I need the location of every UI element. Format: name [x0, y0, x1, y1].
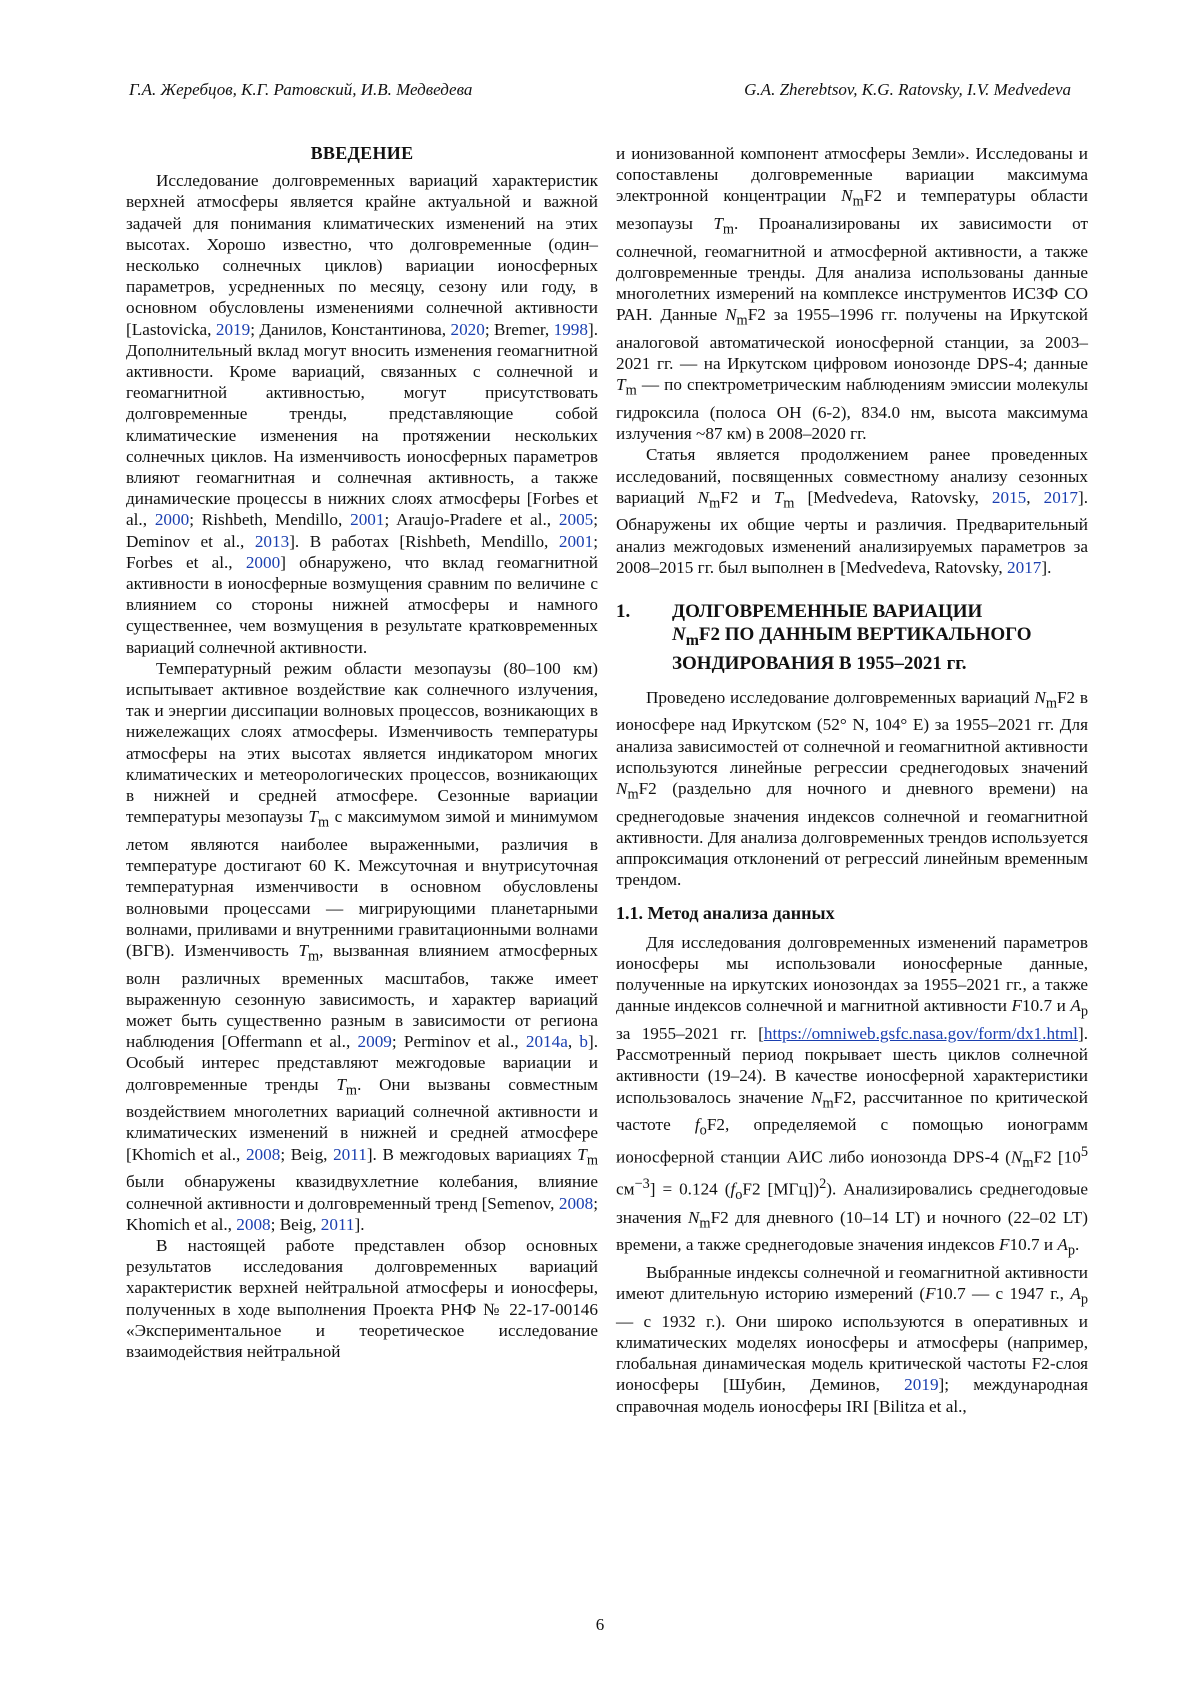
ref-link[interactable]: 2008 [558, 1193, 594, 1213]
ref-link[interactable]: 1998 [553, 319, 588, 339]
ref-link[interactable]: 2014a [525, 1032, 568, 1052]
subsection-1-1-heading: 1.1. Метод анализа данных [616, 902, 835, 923]
ref-link[interactable]: 2017 [1007, 557, 1042, 577]
intro-paragraph-4: Статья является продолжением ранее проведенных исследований, посвященных совместному анализу сезонных вариаций $N_mF2$ и $T_m$ [Medvedeva, Ratovsky, 2015, 2017]. Обнаружены их общие черты и различия. Предварительный анализ межгодовых изменений анализируемых параметров за 2008–2015 гг. был выполнен в [Medvedeva, Ratovsky, 2017]. [616, 445, 1089, 577]
running-header-authors-ru: Г.А. Жеребцов, К.Г. Ратовский, И.В. Медведева [129, 80, 473, 99]
intro-paragraph-1: Исследование долговременных вариаций характеристик верхней атмосферы является крайне актуальной и важной задачей для понимания климатических изменений на этих высотах. Хорошо известно, что долговременные (один–несколько солнечных циклов) вариации ионосферных параметров, усредненных по месяцу, сезону или году, в основном обусловлены изменениями солнечной активности [Lastovicka, 2019; Данилов, Константинова, 2020; Bremer, 1998]. Дополнительный вклад могут вносить изменения геомагнитной активности. Кроме вариаций, связанных с солнечной и геомагнитной активностью, могут присутствовать долговременные тренды, представляющие собой климатические изменения на протяжении нескольких солнечных циклов. На изменчивость ионосферных параметров влияют геомагнитная и солнечная активность, а также динамические процессы в нижних слоях атмосферы [Forbes et al., 2000; Rishbeth, Mendillo, 2001; Araujo-Pradere et al., 2005; Deminov et al., 2013]. В работах [Rishbeth, Mendillo, 2001; Forbes et al., 2000] обнаружено, что вклад геомагнитной активности в ионосферные возмущения сравним по величине с влиянием со стороны нижней атмосферы и намного существеннее, чем возмущения в результате кратковременных вариаций солнечной активности. [126, 171, 599, 657]
ref-link[interactable]: 2000 [245, 552, 281, 572]
subsection-1-1-paragraph-2: Выбранные индексы солнечной и геомагнитной активности имеют длительную историю измерений (F10.7 — с 1947 г., $A_p$ — с 1932 г.). Они широко используются в оперативных и климатических моделях ионосферы и атмосферы (например, глобальная динамическая модель критической частоты F2-слоя ионосферы [Шубин, Деминов, 2019]; международная справочная модель ионосферы IRI [Bilitza et al., [616, 1262, 1088, 1416]
ref-link[interactable]: 2020 [450, 319, 485, 339]
section-title: ДОЛГОВРЕМЕННЫЕ ВАРИАЦИИ $N_mF2$ ПО ДАННЫМ ВЕРТИКАЛЬНОГО ЗОНДИРОВАНИЯ В 1955–2021 гг. [672, 601, 1032, 674]
ref-link[interactable]: 2008 [236, 1214, 271, 1234]
ref-link[interactable]: 2008 [245, 1144, 281, 1164]
left-column [126, 143, 598, 1362]
ref-link[interactable]: 2017 [1043, 487, 1078, 507]
intro-paragraph-3: В настоящей работе представлен обзор основных результатов исследования долговременных вариаций характеристик верхней нейтральной атмосферы и ионосферы, полученных в ходе выполнения Проекта РНФ № 22-17-00146 «Экспериментальное и теоретическое исследование взаимодействия нейтральной [126, 1235, 598, 1361]
page-number: 6 [595, 1615, 605, 1634]
ref-link[interactable]: 2011 [333, 1144, 367, 1164]
ref-link[interactable]: b [579, 1032, 588, 1052]
ref-link[interactable]: 2009 [357, 1032, 392, 1052]
intro-heading: ВВЕДЕНИЕ [310, 143, 414, 163]
ref-link[interactable]: 2001 [558, 531, 594, 551]
section-1-paragraph: Проведено исследование долговременных вариаций $N_mF2$ в ионосфере над Иркутском (52° N, 104° E) за 1955–2021 гг. Для анализа зависимостей от солнечной и геомагнитной активности используются линейные регрессии среднегодовых значений $N_mF2$ (раздельно для ночного и дневного времени) на среднегодовые значения индексов солнечной и геомагнитной активности. Для анализа долговременных трендов используется аппроксимация отклонений от регрессий линейным временным трендом. [616, 687, 1088, 890]
section-number: 1. [616, 601, 631, 623]
intro-paragraph-3-continued: и ионизованной компонент атмосферы Земли». Исследованы и сопоставлены долговременные вариации максимума электронной концентрации $N_mF2$ и температуры области мезопаузы $T_m$. Проанализированы их зависимости от солнечной, геомагнитной и атмосферной активности, а также долговременные тренды. Для анализа использованы данные многолетних измерений на комплексе инструментов ИСЗФ СО РАН. Данные $N_mF2$ за 1955–1996 гг. получены на Иркутской аналоговой автоматической ионосферной станции, за 2003–2021 гг. — на Иркутском цифровом ионозонде DPS-4; данные $T_m$ — по спектрометрическим наблюдениям эмиссии молекулы гидроксила (полоса OH (6-2), 834.0 нм, высота максимума излучения ~87 км) в 2008–2020 гг. [616, 144, 1089, 444]
right-column [616, 143, 1088, 1417]
ref-link[interactable]: 2015 [991, 487, 1027, 507]
ref-link[interactable]: 2005 [558, 510, 594, 530]
subsection-1-1-paragraph-1: Для исследования долговременных изменений параметров ионосферы мы использовали ионосферные данные, полученные на иркутских ионозондах за 1955–2021 гг., а также данные индексов солнечной и магнитной активности F10.7 и $A_p$ за 1955–2021 гг. [https://omniweb.gsfc.nasa.gov/form/dx1.html]. Рассмотренный период покрывает шесть циклов солнечной активности (19–24). В качестве ионосферной характеристики использовалось значение $N_mF2$, рассчитанное по критической частоте $f_oF2$, определяемой с помощью ионограмм ионосферной станции АИС либо ионозонда DPS-4 ($N_mF2$ [$10^5$ $см^{-3}] = 0.124$ ($f_oF2$ [МГц])$^2$). Анализировались среднегодовые значения $N_mF2$ для дневного (10–14 LT) и ночного (22–02 LT) времени, а также среднегодовые значения индексов F10.7 и $A_p$. [616, 932, 1089, 1259]
section-1-heading [616, 600, 1088, 675]
omniweb-link[interactable]: https://omniweb.gsfc.nasa.gov/form/dx1.html [763, 1024, 1078, 1043]
ref-link[interactable]: 2000 [154, 510, 190, 530]
running-header-authors-en: G.A. Zherebtsov, K.G. Ratovsky, I.V. Medvedeva [744, 80, 1071, 99]
ref-link[interactable]: 2011 [320, 1214, 355, 1234]
ref-link[interactable]: 2013 [254, 531, 290, 551]
intro-paragraph-2: Температурный режим области мезопаузы (80–100 км) испытывает активное воздействие как солнечного излучения, так и энергии диссипации волновых процессов, возникающих в нижележащих слоях атмосферы. Изменчивость температуры атмосферы на этих высотах является индикатором многих климатических и метеорологических процессов, возникающих в нижней и средней атмосфере. Сезонные вариации температуры мезопаузы $T_m$ с максимумом зимой и минимумом летом являются наиболее выраженными, различия в температуре достигают 60 K. Межсуточная и внутрисуточная температурная изменчивости в основном обусловлены волновыми процессами — мигрирующими планетарными волнами, приливами и внутренними гравитационными волнами (ВГВ). Изменчивость $T_m$, вызванная влиянием атмосферных волн различных временных масштабов, также имеет выраженную сезонную зависимость, и характер вариаций может быть существенно разным в зависимости от региона наблюдения [Offermann et al., 2009; Perminov et al., 2014a, b]. Особый интерес представляют межгодовые вариации и долговременные тренды $T_m$. Они вызваны совместным воздействием многолетних вариаций солнечной активности и климатических изменений в нижней и средней атмосфере [Khomich et al., 2008; Beig, 2011]. В межгодовых вариациях $T_m$ были обнаружены квазидвухлетние колебания, влияние солнечной активности и долговременный тренд [Semenov, 2008; Khomich et al., 2008; Beig, 2011]. [126, 658, 599, 1234]
ref-link[interactable]: 2019 [904, 1375, 939, 1395]
ref-link[interactable]: 2001 [350, 510, 385, 530]
ref-link[interactable]: 2019 [215, 319, 251, 339]
